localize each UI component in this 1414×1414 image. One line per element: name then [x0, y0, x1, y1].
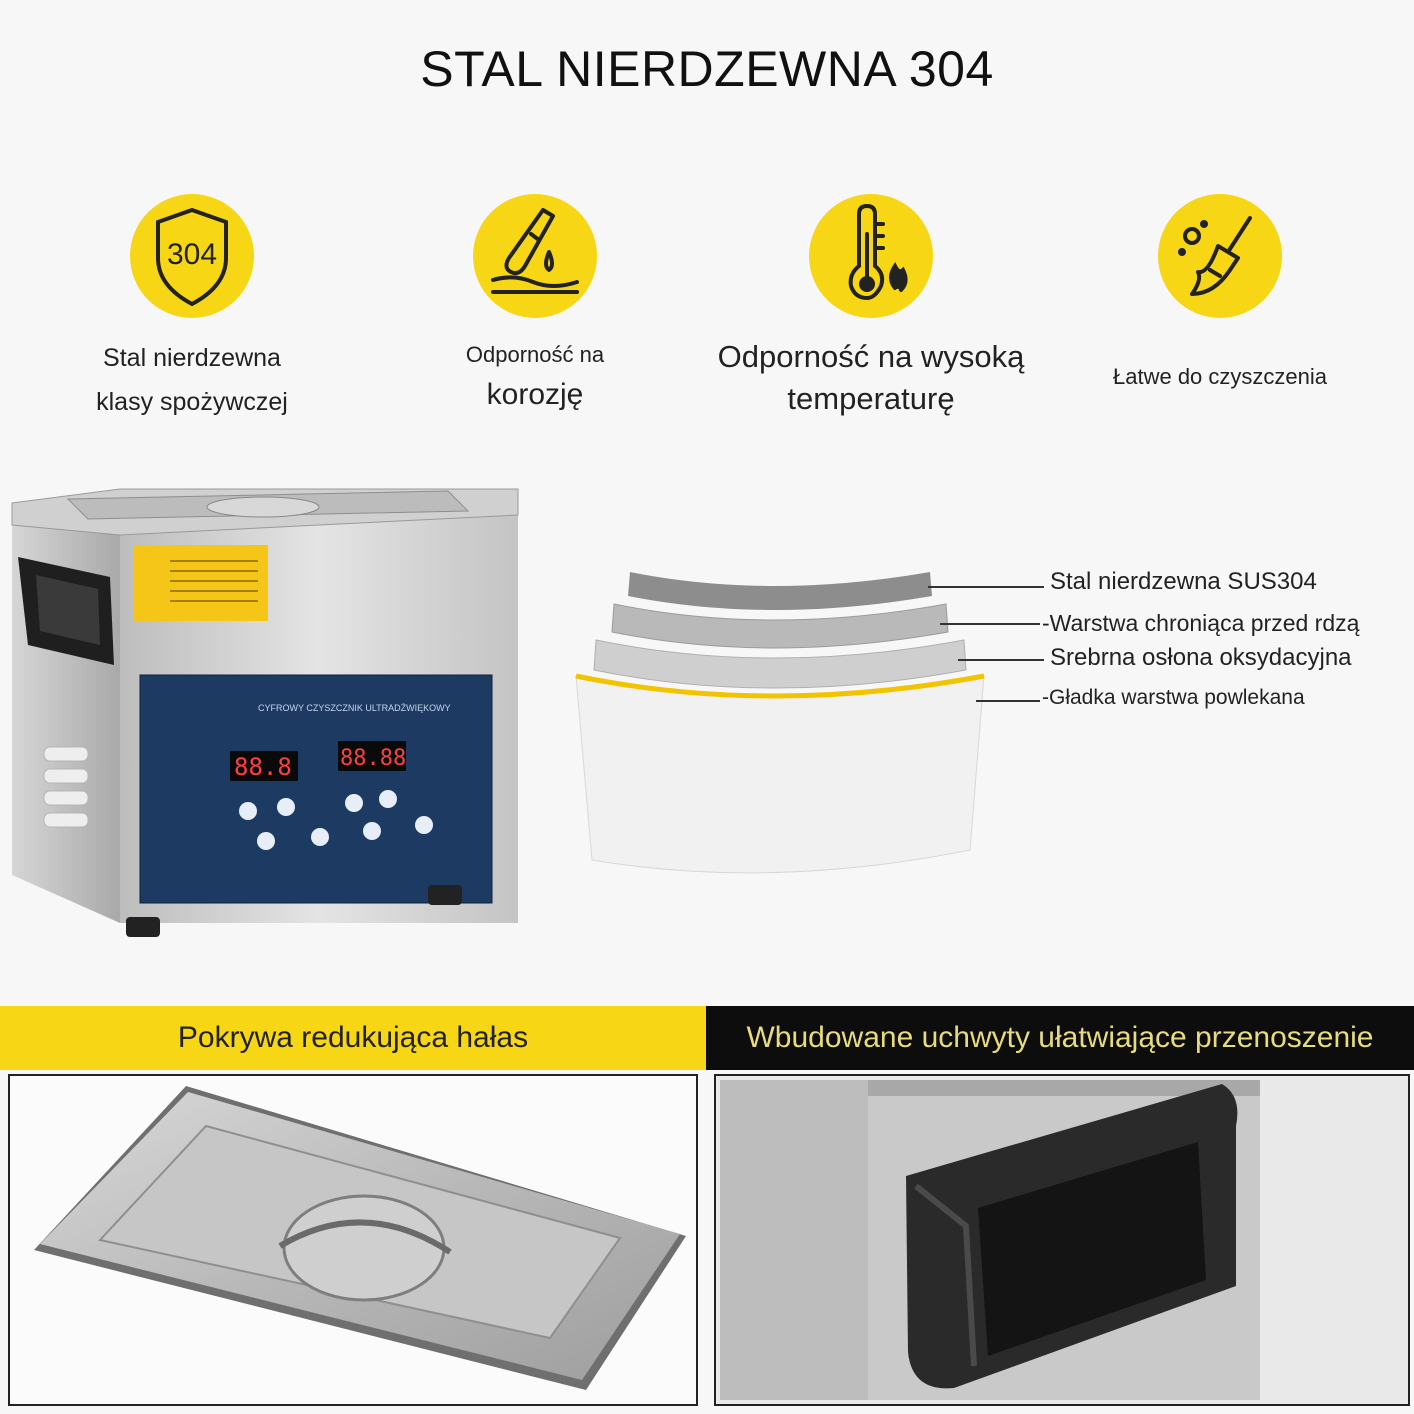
feature-easy-clean — [1070, 194, 1370, 418]
feature-label-line: Stal nierdzewna — [103, 344, 281, 372]
layer-label: Stal nierdzewna SUS304 — [1050, 568, 1317, 595]
panel-title: CYFROWY CZYSZCZNIK ULTRADŹWIĘKOWY — [258, 703, 451, 713]
lid-photo — [8, 1074, 698, 1406]
layer-label: -Warstwa chroniąca przed rdzą — [1042, 610, 1360, 636]
feature-label-line: klasy spożywczej — [96, 388, 288, 416]
thermometer-flame-icon — [809, 194, 933, 318]
page-title: STAL NIERDZEWNA 304 — [420, 41, 994, 97]
banner-handles: Wbudowane uchwyty ułatwiające przenoszenie — [706, 1006, 1414, 1070]
feature-circle — [473, 194, 597, 318]
feature-label-line: korozję — [486, 378, 584, 411]
cleaning-broom-icon — [1158, 194, 1282, 318]
feature-circle — [809, 194, 933, 318]
feature-high-temperature — [716, 194, 1026, 420]
warning-label — [134, 545, 268, 621]
layer-label: Srebrna osłona oksydacyjna — [1050, 644, 1352, 671]
feature-label — [385, 336, 685, 416]
corrosion-test-tube-icon — [473, 194, 597, 318]
display-right: 88.88 — [340, 746, 407, 771]
layer-label: -Gładka warstwa powlekana — [1042, 686, 1305, 709]
svg-text:304: 304 — [166, 238, 218, 271]
steel-layers-illustration — [570, 560, 1000, 890]
feature-label — [1070, 336, 1370, 418]
feature-circle — [1158, 194, 1282, 318]
feature-circle — [130, 194, 254, 318]
feature-label-line: temperaturę — [787, 381, 955, 416]
banner-lid: Pokrywa redukująca hałas — [0, 1006, 706, 1070]
feature-label-line: Odporność na wysoką — [717, 339, 1025, 374]
feature-label-line: Odporność na — [465, 342, 605, 367]
leader-line — [976, 700, 1040, 702]
lid-image — [10, 1076, 696, 1404]
leader-line — [940, 623, 1040, 625]
feature-label-line: Łatwe do czyszczenia — [1113, 364, 1327, 389]
handle-image — [716, 1076, 1408, 1404]
feature-corrosion — [385, 194, 685, 416]
leader-line — [958, 659, 1044, 661]
ultrasonic-cleaner-image — [8, 485, 528, 945]
feature-food-grade — [42, 194, 342, 424]
feature-label — [42, 336, 342, 424]
leader-line — [928, 586, 1044, 588]
shield-304-icon — [130, 194, 254, 318]
handle-photo — [714, 1074, 1410, 1406]
display-left: 88.8 — [234, 753, 292, 781]
feature-label — [716, 336, 1026, 420]
